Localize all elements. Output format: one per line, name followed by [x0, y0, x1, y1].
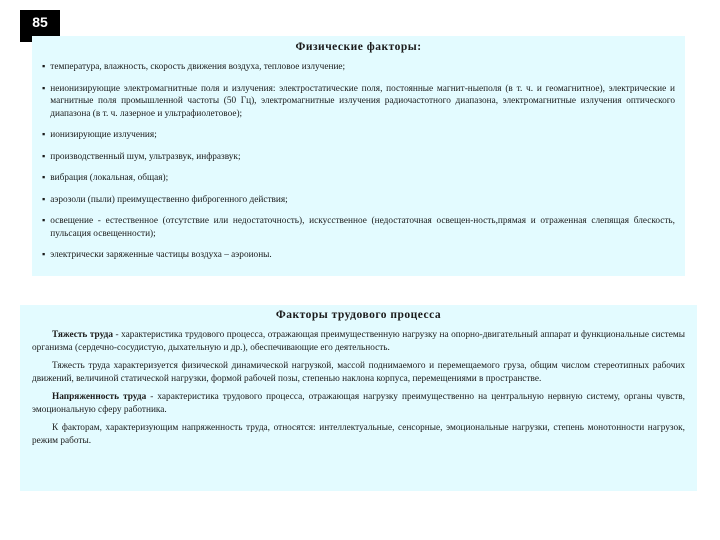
labor-factors-panel	[20, 305, 697, 491]
physical-factors-list	[42, 61, 675, 262]
labor-intensity-factors: К факторам, характеризующим напряженность труда, относятся: интеллектуальные, сенсорные, эмоциональные нагрузки, степень монотонности нагрузок, режим работы.	[32, 423, 685, 446]
labor-intensity-text: - характеристика трудового процесса, отражающая нагрузку преимущественно на центральную нервную систему, органы чувств, эмоциональную сферу работника.	[32, 392, 686, 415]
labor-factors-title: Факторы трудового процесса	[275, 309, 442, 321]
physical-factor-item	[42, 83, 675, 121]
physical-factor-text: производственный шум, ультразвук, инфразвук;	[50, 151, 241, 162]
labor-severity-characteristics: Тяжесть труда характеризуется физической динамической нагрузкой, массой поднимаемого и перемещаемого груза, общим числом стереотипных рабочих движений, величиной статической нагрузки, формой рабочей позы, степенью наклона корпуса, перемещениями в пространстве.	[32, 361, 685, 384]
physical-factor-text: электрически заряженные частицы воздуха – аэроионы.	[50, 250, 272, 260]
physical-factor-item	[42, 61, 675, 74]
bullet-icon: ▪	[42, 151, 46, 162]
physical-factor-text: аэрозоли (пыли) преимущественно фиброгенного действия;	[50, 194, 288, 205]
bullet-icon: ▪	[42, 83, 46, 94]
physical-factor-item	[42, 194, 675, 207]
physical-factor-text: вибрация (локальная, общая);	[50, 173, 169, 183]
physical-factor-item	[42, 172, 675, 185]
physical-factors-panel	[32, 36, 685, 276]
physical-factor-item	[42, 215, 675, 240]
labor-intensity-term: Напряженность труда	[52, 392, 147, 402]
physical-factor-text: ионизирующие излучения;	[50, 130, 157, 140]
slide-number: 85	[20, 10, 60, 42]
physical-factor-text: неионизирующие электромагнитные поля и излучения: электростатические поля, постоянные магнит-ныеполя (в т. ч. и геомагнитное), электрические и магнитные поля промышленной частоты (50 Гц), электромагнитные излучения радиочастотного диапазона, электромагнитные излучения оптического диапазона (в т. ч. лазерное и ультрафиолетовое);	[50, 83, 675, 119]
bullet-icon: ▪	[42, 216, 46, 226]
bullet-icon: ▪	[42, 62, 46, 72]
physical-factor-item	[42, 249, 675, 262]
physical-factor-text: освещение - естественное (отсутствие или недостаточность), искусственное (недостаточная освещен-ность,прямая и отраженная слепящая блескость, пульсация освещенности);	[50, 216, 675, 239]
bullet-icon: ▪	[42, 173, 46, 183]
physical-factor-item	[42, 129, 675, 142]
bullet-icon: ▪	[42, 250, 46, 260]
physical-factor-item	[42, 151, 675, 164]
physical-factor-text: температура, влажность, скорость движения воздуха, тепловое излучение;	[50, 62, 346, 72]
labor-severity-text: - характеристика трудового процесса, отражающая преимущественную нагрузку на опорно-двигательный аппарат и функциональные системы организма (сердечно-сосудистую, дыхательную и др.), обеспечивающие его деятельность.	[32, 330, 686, 353]
labor-severity-term: Тяжесть труда	[52, 330, 113, 340]
labor-intensity-definition	[32, 391, 685, 416]
labor-severity-definition	[32, 329, 685, 354]
bullet-icon: ▪	[42, 130, 46, 140]
physical-factors-title: Физические факторы:	[295, 41, 422, 53]
bullet-icon: ▪	[42, 194, 46, 205]
